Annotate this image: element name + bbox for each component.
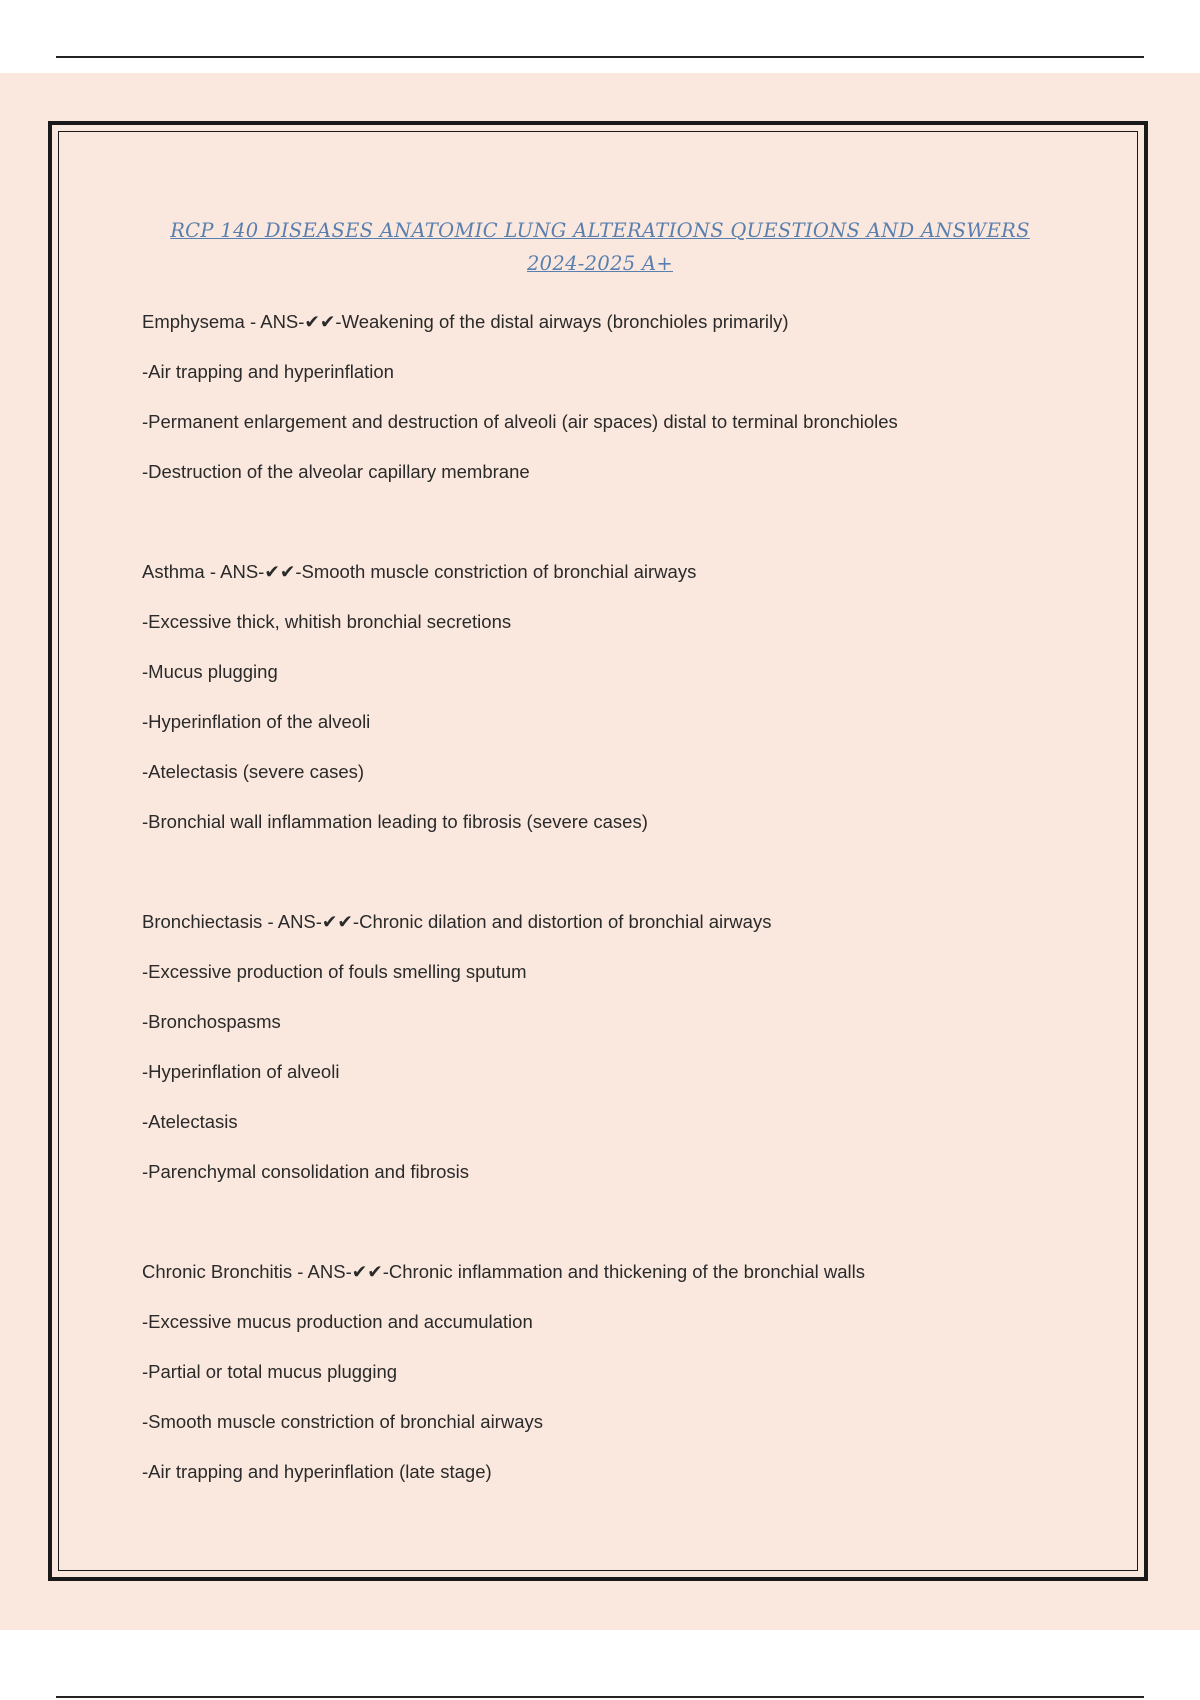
section-heading-line: Asthma - ANS-✔✔-Smooth muscle constriction of bronchial airways: [142, 561, 697, 582]
detail-line: -Excessive production of fouls smelling sputum: [142, 961, 527, 982]
detail-line: -Bronchial wall inflammation leading to fibrosis (severe cases): [142, 811, 648, 832]
detail-line: -Permanent enlargement and destruction of alveoli (air spaces) distal to terminal bronchioles: [142, 411, 898, 432]
detail-line: -Destruction of the alveolar capillary membrane: [142, 461, 530, 482]
detail-line: -Atelectasis: [142, 1111, 238, 1132]
detail-line: -Air trapping and hyperinflation: [142, 361, 394, 382]
section-bronchiectasis: [142, 897, 1102, 1197]
detail-line: -Parenchymal consolidation and fibrosis: [142, 1161, 470, 1182]
section-asthma: [142, 547, 1102, 847]
section-chronic-bronchitis: [142, 1247, 1102, 1497]
detail-line: -Atelectasis (severe cases): [142, 761, 365, 782]
title-line-2: 2024-2025 A+: [526, 252, 674, 275]
detail-line: -Hyperinflation of the alveoli: [142, 711, 371, 732]
header-rule: [56, 56, 1144, 58]
detail-line: -Mucus plugging: [142, 661, 278, 682]
detail-line: -Air trapping and hyperinflation (late stage): [142, 1461, 492, 1482]
section-heading-line: Bronchiectasis - ANS-✔✔-Chronic dilation and distortion of bronchial airways: [142, 911, 772, 932]
detail-line: -Smooth muscle constriction of bronchial airways: [142, 1411, 543, 1432]
detail-line: -Hyperinflation of alveoli: [142, 1061, 340, 1082]
detail-line: -Excessive mucus production and accumulation: [142, 1311, 533, 1332]
section-emphysema: [142, 297, 1102, 497]
document-content: [142, 297, 1102, 1547]
detail-line: -Excessive thick, whitish bronchial secretions: [142, 611, 512, 632]
detail-line: -Bronchospasms: [142, 1011, 281, 1032]
footer-rule: [56, 1696, 1144, 1698]
section-heading-line: Chronic Bronchitis - ANS-✔✔-Chronic inflammation and thickening of the bronchial walls: [142, 1261, 866, 1282]
section-heading-line: Emphysema - ANS-✔✔-Weakening of the distal airways (bronchioles primarily): [142, 311, 789, 332]
title-line-1: RCP 140 DISEASES ANATOMIC LUNG ALTERATIONS QUESTIONS AND ANSWERS: [170, 219, 1030, 242]
detail-line: -Partial or total mucus plugging: [142, 1361, 398, 1382]
document-title: [130, 214, 1070, 280]
